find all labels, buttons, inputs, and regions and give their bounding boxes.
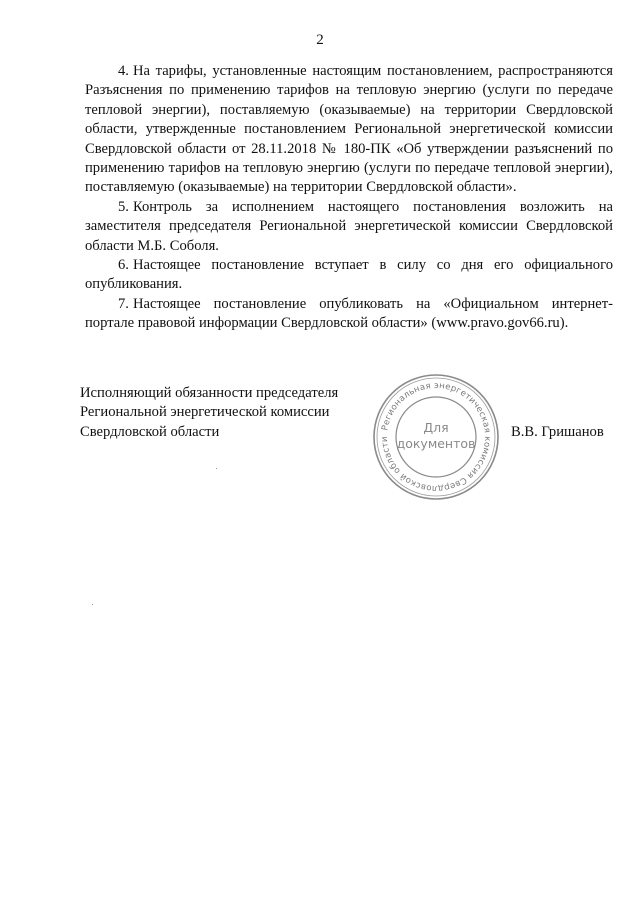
signer-title-line: Свердловской области [80, 423, 220, 440]
signer-title-block [80, 384, 380, 442]
stamp-ring-text: Региональная энергетическая комиссия Свердловской области [379, 380, 493, 494]
paragraph-number: 5. [118, 198, 129, 215]
paragraph-text: Контроль за исполнением настоящего постановления возложить на заместителя председателя Региональной энергетической комиссии Свердловской области М.Б. Соболя. [85, 198, 613, 254]
paragraph-text: Настоящее постановление вступает в силу со дня его официального опубликования. [85, 257, 613, 293]
scan-speck [216, 468, 217, 469]
signer-name: В.В. Гришанов [511, 424, 604, 440]
stamp-graphic [371, 372, 501, 502]
official-stamp [371, 372, 501, 502]
paragraph-number: 7. [118, 295, 129, 312]
document-body [85, 62, 613, 334]
paragraph-number: 6. [118, 257, 129, 274]
signer-title-line: Исполняющий обязанности председателя [80, 385, 339, 401]
paragraph-number: 4. [118, 63, 129, 79]
paragraph-6 [85, 256, 613, 295]
paragraph-5 [85, 198, 613, 256]
stamp-center-line-1: Для [423, 420, 449, 435]
scan-speck [92, 604, 93, 605]
paragraph-7 [85, 295, 613, 334]
stamp-center-line-2: документов [396, 436, 476, 451]
paragraph-text: На тарифы, установленные настоящим постановлением, распространяются Разъяснения по применению тарифов на тепловую энергию (услуги по передаче тепловой энергии), поставляемую (оказываемые) на территории Свердловской области, утвержденные постановлением Региональной энергетической комиссии Свердловской области от 28.11.2018 № 180-ПК «Об утверждении разъяснений по применению тарифов на тепловую энергию (услуги по передаче тепловой энергии), поставляемую (оказываемые) на территории Свердловской области». [85, 63, 613, 196]
signer-title-line: Региональной энергетической комиссии [80, 404, 330, 421]
paragraph-text: Настоящее постановление опубликовать на «Официальном интернет-портале правовой информации Свердловской области» (www.pravo.gov66.ru). [85, 295, 613, 332]
page-number: 2 [316, 32, 324, 48]
paragraph-4 [85, 62, 613, 198]
